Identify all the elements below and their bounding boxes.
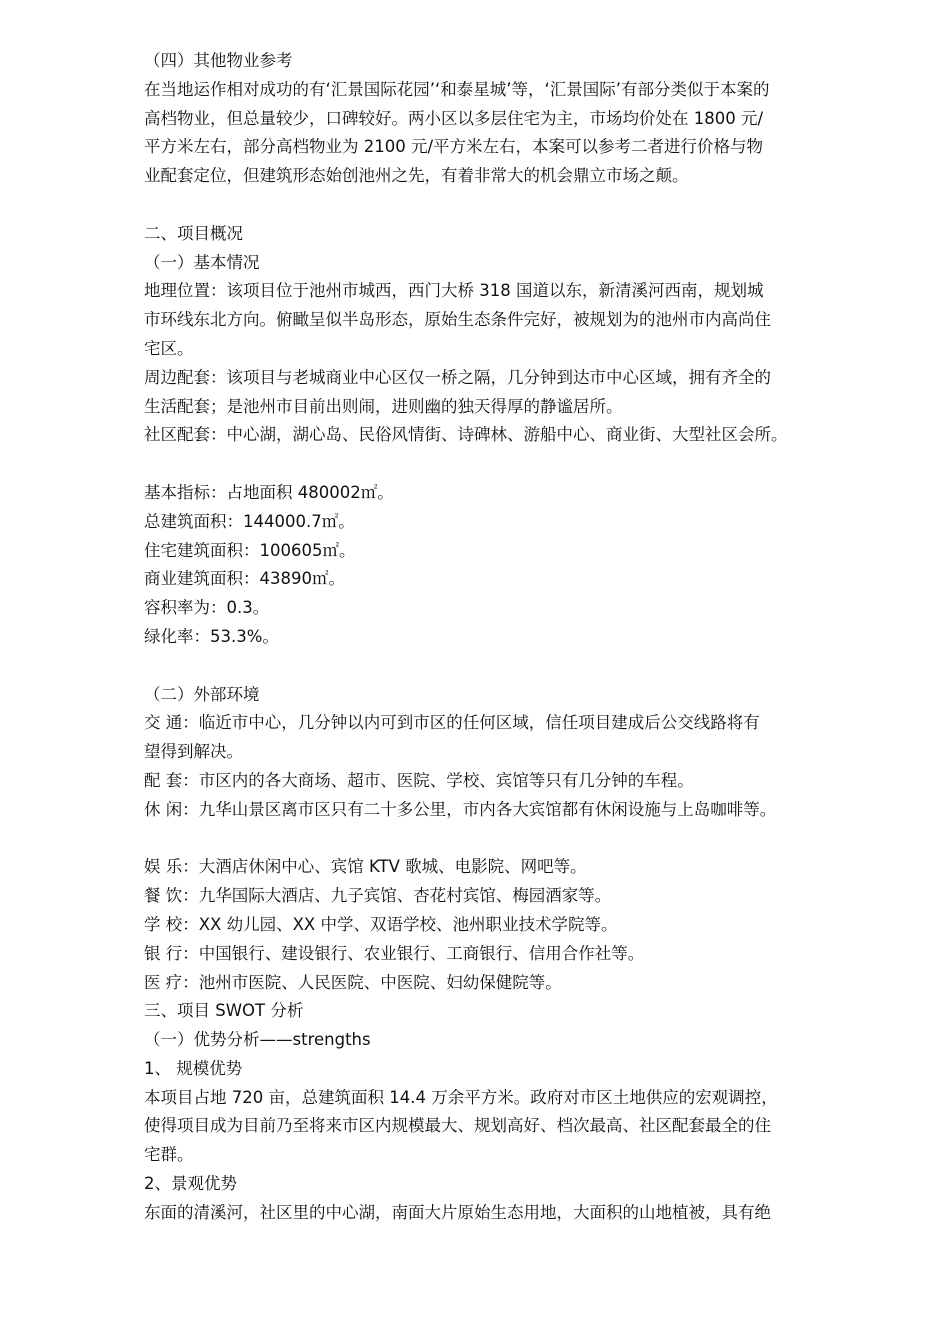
text-line: 二、项目概况	[144, 223, 243, 243]
document-page	[144, 47, 894, 1228]
text-line: 高档物业，但总量较少，口碑较好。两小区以多层住宅为主，市场均价处在 1800 元/	[144, 108, 764, 128]
text-line: 社区配套：中心湖，湖心岛、民俗风情街、诗碑林、游船中心、商业街、大型社区会所。	[144, 425, 788, 445]
text-line: 宅群。	[144, 1145, 194, 1165]
text-line: 在当地运作相对成功的有‘汇景国际花园’‘和泰星城’等，‘汇景国际’有部分类似于本案的	[144, 79, 770, 99]
text-line: （一）优势分析——strengths	[144, 1030, 371, 1050]
text-line: 宅区。	[144, 338, 194, 358]
blank-line	[144, 450, 894, 479]
text-line: 银 行：中国银行、建设银行、农业银行、工商银行、信用合作社等。	[144, 943, 645, 963]
text-line: 学 校：XX 幼儿园、XX 中学、双语学校、池州职业技术学院等。	[144, 914, 618, 934]
text-line: 餐 饮：九华国际大酒店、九子宾馆、杏花村宾馆、梅园酒家等。	[144, 886, 612, 906]
text-line: 娱 乐：大酒店休闲中心、宾馆 KTV 歌城、电影院、网吧等。	[144, 857, 587, 877]
text-line: 业配套定位，但建筑形态始创池州之先，有着非常大的机会鼎立市场之颠。	[144, 166, 689, 186]
text-line: 生活配套；是池州市目前出则闹，进则幽的独天得厚的静谧居所。	[144, 396, 623, 416]
blank-line	[144, 191, 894, 220]
text-line: 配 套：市区内的各大商场、超市、医院、学校、宾馆等只有几分钟的车程。	[144, 770, 694, 790]
text-line: 本项目占地 720 亩，总建筑面积 14.4 万余平方米。政府对市区土地供应的宏观调控，	[144, 1087, 778, 1107]
text-line: （二）外部环境	[144, 684, 260, 704]
text-line: 总建筑面积：144000.7㎡。	[144, 511, 355, 531]
text-line: 望得到解决。	[144, 742, 243, 762]
text-line: 基本指标：占地面积 480002㎡。	[144, 482, 394, 502]
text-line: 市环线东北方向。俯瞰呈似半岛形态，原始生态条件完好，被规划为的池州市内高尚住	[144, 310, 771, 330]
blank-line	[144, 652, 894, 681]
text-line: 2、景观优势	[144, 1174, 237, 1194]
text-line: （四）其他物业参考	[144, 51, 293, 70]
text-line: 商业建筑面积：43890㎡。	[144, 569, 345, 589]
text-line: （一）基本情况	[144, 252, 260, 272]
text-line: 地理位置：该项目位于池州市城西，西门大桥 318 国道以东，新清溪河西南，规划城	[144, 281, 764, 301]
text-line: 东面的清溪河，社区里的中心湖，南面大片原始生态用地，大面积的山地植被，具有绝	[144, 1202, 771, 1222]
blank-line	[144, 825, 894, 854]
text-line: 平方米左右，部分高档物业为 2100 元/平方米左右，本案可以参考二者进行价格与物	[144, 137, 764, 157]
text-line: 三、项目 SWOT 分析	[144, 1001, 304, 1021]
text-line: 容积率为：0.3。	[144, 598, 270, 618]
text-line: 交 通：临近市中心，几分钟以内可到市区的任何区域，信任项目建成后公交线路将有	[144, 713, 760, 733]
text-line: 住宅建筑面积：100605㎡。	[144, 540, 356, 560]
text-line: 使得项目成为目前乃至将来市区内规模最大、规划高好、档次最高、社区配套最全的住	[144, 1116, 771, 1136]
text-line: 休 闲：九华山景区离市区只有二十多公里，市内各大宾馆都有休闲设施与上岛咖啡等。	[144, 799, 777, 819]
text-line: 绿化率：53.3%。	[144, 626, 279, 646]
text-line: 1、 规模优势	[144, 1058, 243, 1078]
text-line: 医 疗：池州市医院、人民医院、中医院、妇幼保健院等。	[144, 972, 562, 992]
text-line: 周边配套：该项目与老城商业中心区仅一桥之隔，几分钟到达市中心区域，拥有齐全的	[144, 367, 771, 387]
